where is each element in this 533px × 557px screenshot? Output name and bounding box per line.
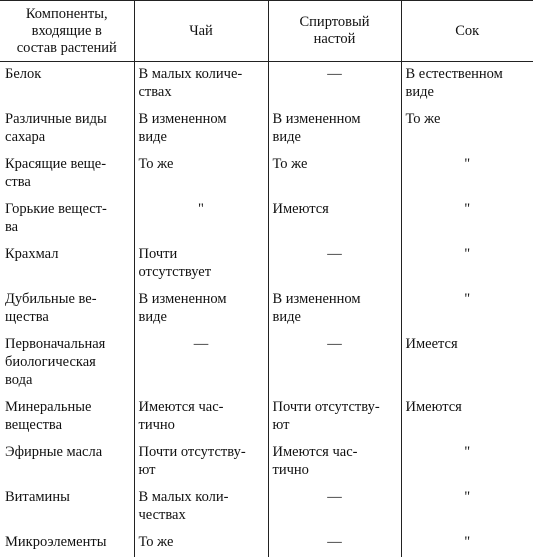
cell-juice: " xyxy=(401,485,533,530)
table-row xyxy=(0,152,533,197)
cell-juice: " xyxy=(401,197,533,242)
table-row xyxy=(0,395,533,440)
table-row xyxy=(0,485,533,530)
cell-tincture: Имеются час- тично xyxy=(268,440,401,485)
cell-tincture: — xyxy=(268,530,401,557)
cell-tea: " xyxy=(134,197,268,242)
table-row xyxy=(0,107,533,152)
cell-component: Крахмал xyxy=(0,242,134,287)
cell-juice: " xyxy=(401,287,533,332)
cell-tea: То же xyxy=(134,152,268,197)
cell-component: Дубильные ве- щества xyxy=(0,287,134,332)
cell-juice: То же xyxy=(401,107,533,152)
table-row xyxy=(0,440,533,485)
cell-tea: Имеются час- тично xyxy=(134,395,268,440)
table-row xyxy=(0,62,533,108)
cell-tincture: В измененном виде xyxy=(268,107,401,152)
cell-tincture: Почти отсутству- ют xyxy=(268,395,401,440)
cell-component: Минеральные вещества xyxy=(0,395,134,440)
cell-component: Эфирные масла xyxy=(0,440,134,485)
table-row xyxy=(0,242,533,287)
table-row xyxy=(0,332,533,395)
cell-component: Витамины xyxy=(0,485,134,530)
table-body xyxy=(0,62,533,557)
header-tincture: Спиртовый настой xyxy=(268,1,401,62)
cell-component: Белок xyxy=(0,62,134,108)
cell-juice: " xyxy=(401,440,533,485)
table-row xyxy=(0,287,533,332)
cell-tea: В измененном виде xyxy=(134,107,268,152)
cell-tea: Почти отсутству- ют xyxy=(134,440,268,485)
cell-component: Микроэлементы xyxy=(0,530,134,557)
cell-component: Горькие вещест- ва xyxy=(0,197,134,242)
cell-tincture: — xyxy=(268,242,401,287)
header-row xyxy=(0,1,533,62)
cell-juice: " xyxy=(401,530,533,557)
header-components: Компоненты, входящие в состав растений xyxy=(0,1,134,62)
cell-tincture: Имеются xyxy=(268,197,401,242)
table-row xyxy=(0,530,533,557)
cell-component: Первоначальная биологическая вода xyxy=(0,332,134,395)
table-row xyxy=(0,197,533,242)
cell-tea: В малых коли- чествах xyxy=(134,485,268,530)
cell-tincture: То же xyxy=(268,152,401,197)
cell-tea: Почти отсутствует xyxy=(134,242,268,287)
cell-tea: В измененном виде xyxy=(134,287,268,332)
cell-tincture: В измененном виде xyxy=(268,287,401,332)
cell-component: Красящие веще- ства xyxy=(0,152,134,197)
cell-tea: То же xyxy=(134,530,268,557)
table-header xyxy=(0,1,533,62)
cell-juice: Имеется xyxy=(401,332,533,395)
cell-juice: В естественном виде xyxy=(401,62,533,108)
cell-juice: Имеются xyxy=(401,395,533,440)
header-tea: Чай xyxy=(134,1,268,62)
cell-tea: В малых количе- ствах xyxy=(134,62,268,108)
cell-juice: " xyxy=(401,152,533,197)
cell-tincture: — xyxy=(268,332,401,395)
cell-tincture: — xyxy=(268,62,401,108)
cell-juice: " xyxy=(401,242,533,287)
cell-component: Различные виды сахара xyxy=(0,107,134,152)
cell-tincture: — xyxy=(268,485,401,530)
header-juice: Сок xyxy=(401,1,533,62)
cell-tea: — xyxy=(134,332,268,395)
